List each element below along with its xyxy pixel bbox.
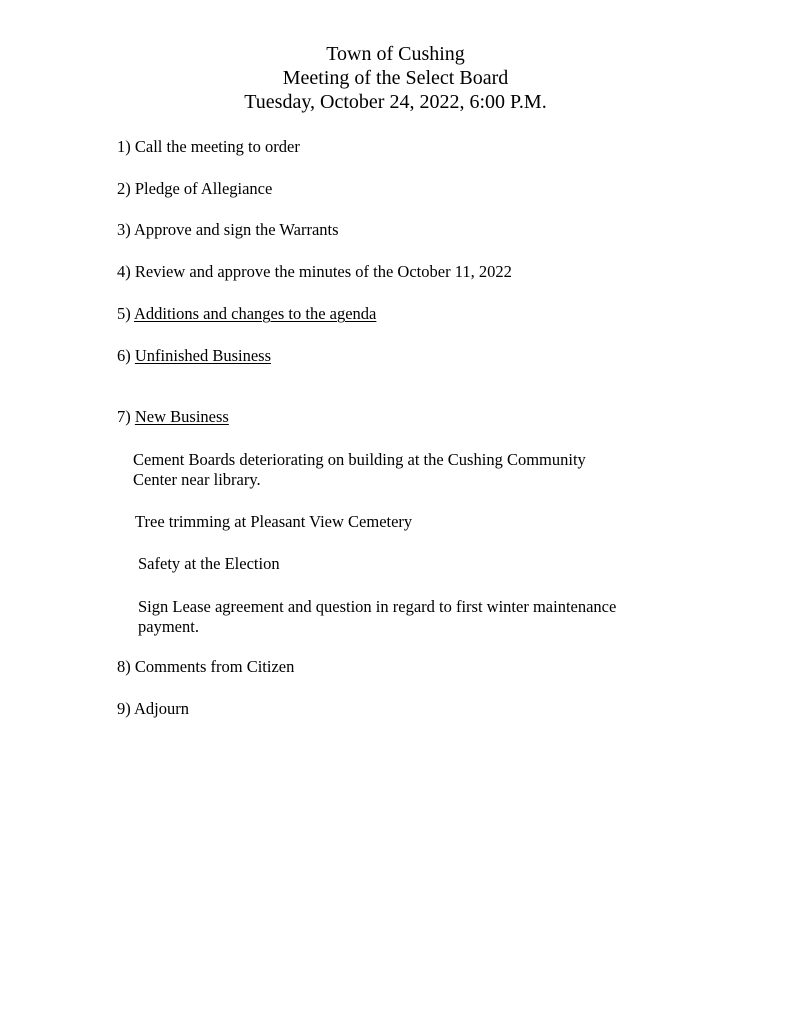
agenda-item-text: Pledge of Allegiance (134, 179, 273, 198)
meeting-date: Tuesday, October 24, 2022, 6:00 P.M. (244, 91, 547, 113)
agenda-item-2 (117, 179, 272, 199)
agenda-item-text: New Business (134, 407, 229, 426)
agenda-item-5 (117, 304, 376, 324)
agenda-item-1 (117, 137, 300, 157)
agenda-item-7 (117, 407, 229, 427)
agenda-item-4 (117, 262, 512, 282)
meeting-title: Meeting of the Select Board (282, 67, 509, 89)
agenda-item-number: 4) (117, 262, 131, 281)
agenda-item-9 (117, 699, 189, 719)
agenda-item-number: 8) (117, 657, 131, 676)
agenda-item-text: Approve and sign the Warrants (133, 220, 339, 239)
agenda-item-text: Unfinished Business (134, 346, 271, 365)
agenda-item-number: 6) (117, 346, 131, 365)
agenda-item-number: 9) (117, 699, 131, 718)
agenda-item-text: Comments from Citizen (134, 657, 295, 676)
agenda-item-3 (117, 220, 339, 240)
agenda-item-number: 2) (117, 179, 131, 198)
new-business-lease-line1: Sign Lease agreement and question in regard to first winter maintenance (138, 597, 617, 616)
agenda-item-text: Call the meeting to order (134, 137, 300, 156)
agenda-item-6 (117, 346, 271, 366)
town-title: Town of Cushing (326, 43, 465, 65)
agenda-item-text: Adjourn (133, 699, 189, 718)
agenda-item-text: Review and approve the minutes of the October 11, 2022 (134, 262, 512, 281)
agenda-item-number: 7) (117, 407, 131, 426)
agenda-item-8 (117, 657, 294, 677)
agenda-item-number: 1) (117, 137, 131, 156)
new-business-tree: Tree trimming at Pleasant View Cemetery (135, 512, 413, 531)
agenda-item-number: 3) (117, 220, 131, 239)
new-business-safety: Safety at the Election (138, 554, 280, 573)
new-business-lease-line2: payment. (138, 617, 199, 636)
agenda-item-number: 5) (117, 304, 131, 323)
new-business-cement-line1: Cement Boards deteriorating on building at the Cushing Community (133, 450, 586, 469)
new-business-cement-line2: Center near library. (133, 470, 261, 489)
agenda-item-text: Additions and changes to the agenda (133, 304, 377, 323)
